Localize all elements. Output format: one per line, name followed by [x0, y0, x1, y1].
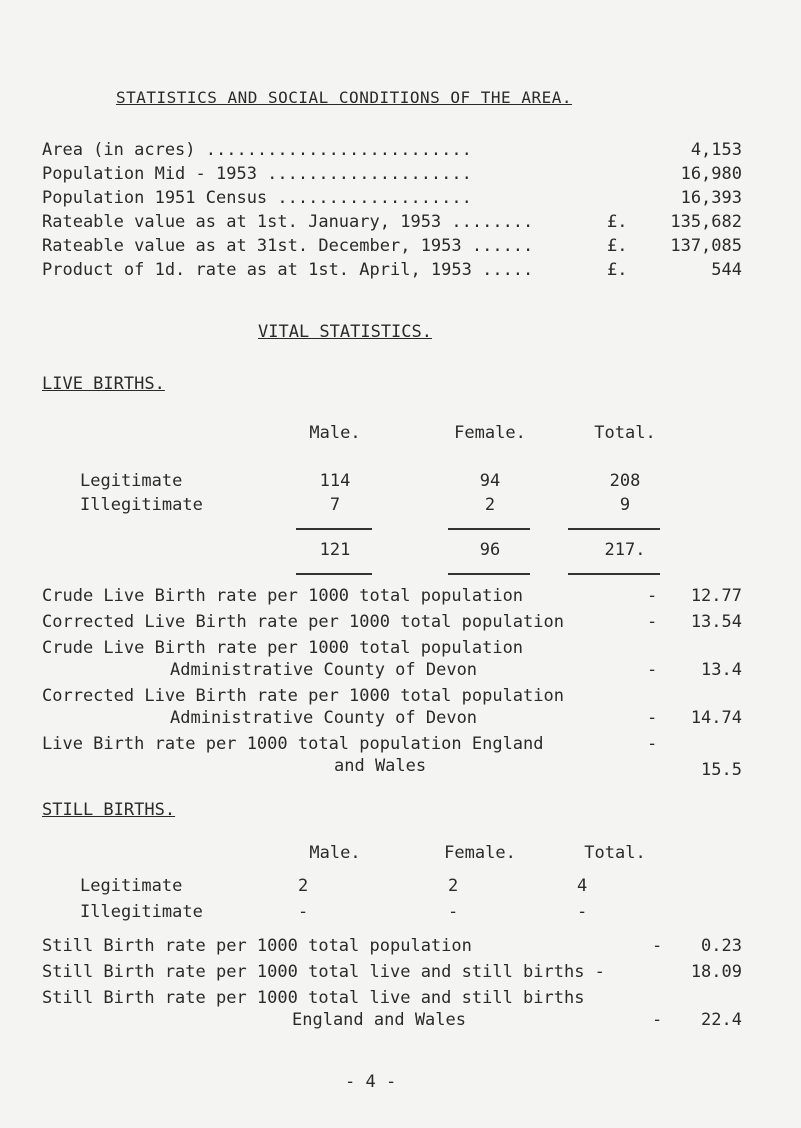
divider	[296, 573, 372, 575]
cell-male: 2	[298, 876, 309, 896]
rate-value: 15.5	[701, 760, 742, 780]
row-label-legitimate: Legitimate	[80, 876, 183, 896]
rate-value: 18.09	[690, 962, 742, 982]
column-header-female: Female.	[444, 843, 516, 863]
cell-male: 114	[319, 471, 351, 491]
rate-value: 22.4	[701, 1010, 742, 1030]
rate-label: Still Birth rate per 1000 total live and still births	[42, 988, 585, 1008]
rate-label: Crude Live Birth rate per 1000 total population	[42, 638, 524, 658]
rate-label: Corrected Live Birth rate per 1000 total population	[42, 686, 564, 706]
cell-total: -	[577, 902, 588, 922]
rate-dash: -	[647, 734, 658, 754]
page-number: - 4 -	[345, 1072, 397, 1092]
rate-dash: -	[647, 660, 658, 680]
rate-label-continued: Administrative County of Devon	[170, 708, 478, 728]
cell-female: 2	[484, 495, 496, 515]
rate-dash: -	[647, 612, 658, 632]
rate-value: 13.4	[701, 660, 742, 680]
column-header-male: Male.	[309, 843, 361, 863]
cell-total: 208	[609, 471, 641, 491]
row-label-illegitimate: Illegitimate	[80, 495, 203, 515]
rate-label-continued: England and Wales	[292, 1010, 466, 1030]
rate-label: Still Birth rate per 1000 total live and still births -	[42, 962, 605, 982]
stat-row-population-census	[42, 188, 742, 212]
column-header-male: Male.	[309, 423, 361, 443]
cell-female: 2	[448, 876, 459, 896]
stat-label: Rateable value as at 1st. January, 1953 ........	[42, 212, 534, 232]
stat-value: 4,153	[690, 140, 742, 160]
row-label-illegitimate: Illegitimate	[80, 902, 203, 922]
stat-row-rateable-dec	[42, 236, 742, 260]
rate-dash: -	[652, 1010, 663, 1030]
cell-female: 94	[479, 471, 501, 491]
vital-statistics-heading: VITAL STATISTICS.	[258, 322, 432, 342]
stat-row-population-mid	[42, 164, 742, 188]
cell-female: -	[448, 902, 459, 922]
stat-row-product-rate	[42, 260, 742, 284]
cell-total: 4	[577, 876, 588, 896]
stat-currency: £.	[607, 260, 628, 280]
stat-label: Population 1951 Census ...................	[42, 188, 472, 208]
stat-value: 544	[711, 260, 742, 280]
rate-dash: -	[647, 708, 658, 728]
row-label-legitimate: Legitimate	[80, 471, 183, 491]
column-header-female: Female.	[454, 423, 526, 443]
total-total: 217.	[604, 540, 646, 560]
divider	[568, 573, 660, 575]
live-births-heading: LIVE BIRTHS.	[42, 374, 165, 394]
still-births-heading: STILL BIRTHS.	[42, 800, 176, 820]
rate-label: Live Birth rate per 1000 total population England	[42, 734, 544, 754]
rate-label-continued: Administrative County of Devon	[170, 660, 478, 680]
cell-male: 7	[329, 495, 341, 515]
rate-label-continued: and Wales	[334, 756, 427, 776]
column-header-total: Total.	[584, 843, 646, 863]
rate-dash: -	[647, 586, 658, 606]
rate-dash: -	[652, 936, 663, 956]
stat-row-rateable-jan	[42, 212, 742, 236]
stat-label: Product of 1d. rate as at 1st. April, 1953 .....	[42, 260, 534, 280]
rate-label: Crude Live Birth rate per 1000 total population	[42, 586, 524, 606]
rate-value: 12.77	[690, 586, 742, 606]
stat-label: Area (in acres) ..........................	[42, 140, 472, 160]
rate-value: 13.54	[690, 612, 742, 632]
rate-value: 0.23	[701, 936, 742, 956]
total-female: 96	[479, 540, 501, 560]
divider	[448, 573, 530, 575]
rate-label: Still Birth rate per 1000 total population	[42, 936, 472, 956]
divider	[296, 528, 372, 530]
cell-male: -	[298, 902, 309, 922]
stat-value: 16,980	[680, 164, 742, 184]
rate-value: 14.74	[690, 708, 742, 728]
stat-value: 16,393	[680, 188, 742, 208]
column-header-total: Total.	[594, 423, 656, 443]
stat-value: 135,682	[670, 212, 742, 232]
divider	[568, 528, 660, 530]
stat-value: 137,085	[670, 236, 742, 256]
page-title: STATISTICS AND SOCIAL CONDITIONS OF THE AREA.	[116, 88, 572, 107]
divider	[448, 528, 530, 530]
total-male: 121	[319, 540, 351, 560]
stat-label: Rateable value as at 31st. December, 1953 ......	[42, 236, 534, 256]
cell-total: 9	[619, 495, 631, 515]
stat-row-area	[42, 140, 742, 164]
rate-label: Corrected Live Birth rate per 1000 total population	[42, 612, 564, 632]
stat-currency: £.	[607, 236, 628, 256]
stat-label: Population Mid - 1953 ....................	[42, 164, 472, 184]
stat-currency: £.	[607, 212, 628, 232]
